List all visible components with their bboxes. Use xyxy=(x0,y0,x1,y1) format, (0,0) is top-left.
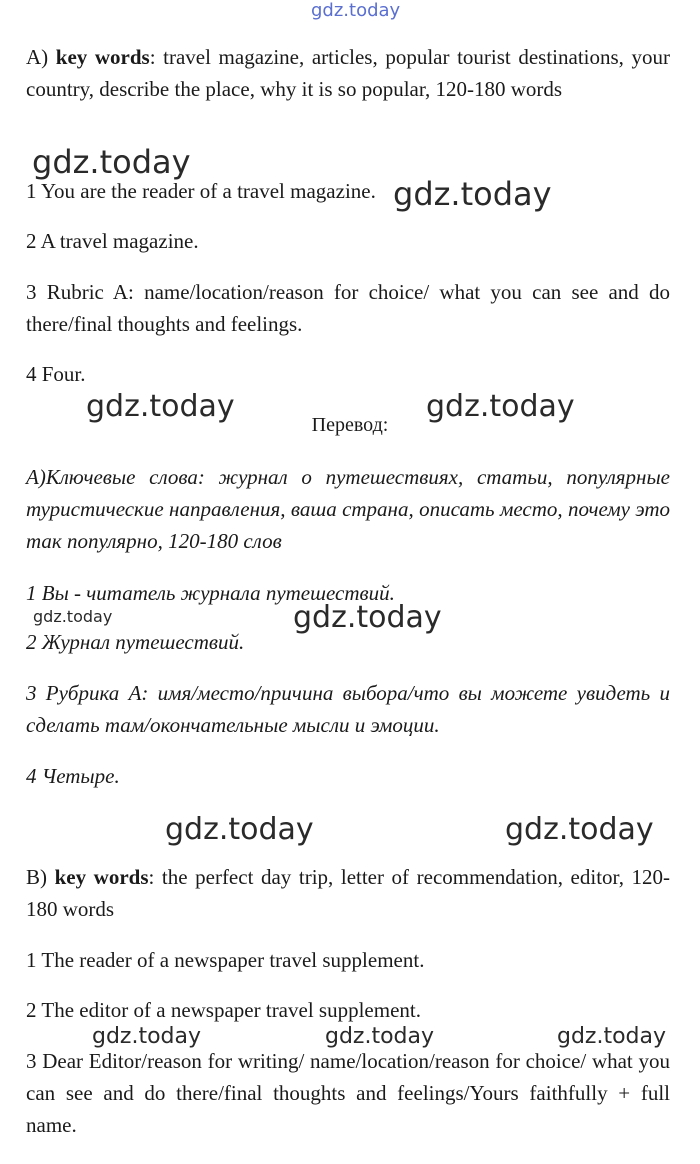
translation-answer-2: 2 Журнал путешествий. xyxy=(26,630,245,654)
key-words-label: key words xyxy=(54,865,149,889)
section-a-key-words xyxy=(26,41,670,105)
translation-answer-3: 3 Рубрика А: имя/место/причина выбора/что вы можете увидеть и сделать там/окончательные мысли и эмоции. xyxy=(26,681,670,737)
watermark: gdz.today xyxy=(165,812,314,847)
section-b-key-words-text: : the perfect day trip, letter of recommendation, editor, 120-180 words xyxy=(26,865,671,921)
section-a-key-words-text: : travel magazine, articles, popular tourist destinations, your country, describe the place, why it is so popular, 120-180 words xyxy=(26,45,671,101)
section-a-answer-4: 4 Four. xyxy=(26,362,86,386)
watermark: gdz.today xyxy=(505,812,654,847)
watermark: gdz.today xyxy=(33,607,113,626)
watermark-top: gdz.today xyxy=(311,0,401,21)
watermark: gdz.today xyxy=(32,143,191,181)
section-b-answer-1: 1 The reader of a newspaper travel supplement. xyxy=(26,948,425,972)
section-a-prefix: A) xyxy=(26,45,49,69)
watermark: gdz.today xyxy=(86,389,235,424)
key-words-label: key words xyxy=(55,45,150,69)
translation-heading: Перевод: xyxy=(311,414,389,436)
section-b-answer-2: 2 The editor of a newspaper travel supplement. xyxy=(26,998,421,1022)
section-b-prefix: B) xyxy=(26,865,47,889)
watermark: gdz.today xyxy=(325,1024,435,1049)
section-a-answer-2: 2 A travel magazine. xyxy=(26,229,199,253)
section-a-answer-3: 3 Rubric A: name/location/reason for choice/ what you can see and do there/final thoughts and feelings. xyxy=(26,280,670,336)
watermark: gdz.today xyxy=(92,1024,202,1049)
translation-answer-4: 4 Четыре. xyxy=(26,764,120,788)
watermark: gdz.today xyxy=(426,389,575,424)
watermark: gdz.today xyxy=(293,600,442,635)
translation-answer-1: 1 Вы - читатель журнала путешествий. xyxy=(26,581,395,605)
section-b-answer-3: 3 Dear Editor/reason for writing/ name/location/reason for choice/ what you can see and do there/final thoughts and feelings/Yours faithfully + full name. xyxy=(26,1049,670,1137)
translation-key-words: А)Ключевые слова: журнал о путешествиях, статьи, популярные туристические направления, ваша страна, описать место, почему это так популярно, 120-180 слов xyxy=(26,465,670,553)
section-b-key-words xyxy=(26,861,670,925)
section-a-answer-1: 1 You are the reader of a travel magazine. xyxy=(26,179,376,203)
watermark: gdz.today xyxy=(557,1024,667,1049)
watermark: gdz.today xyxy=(393,175,552,213)
